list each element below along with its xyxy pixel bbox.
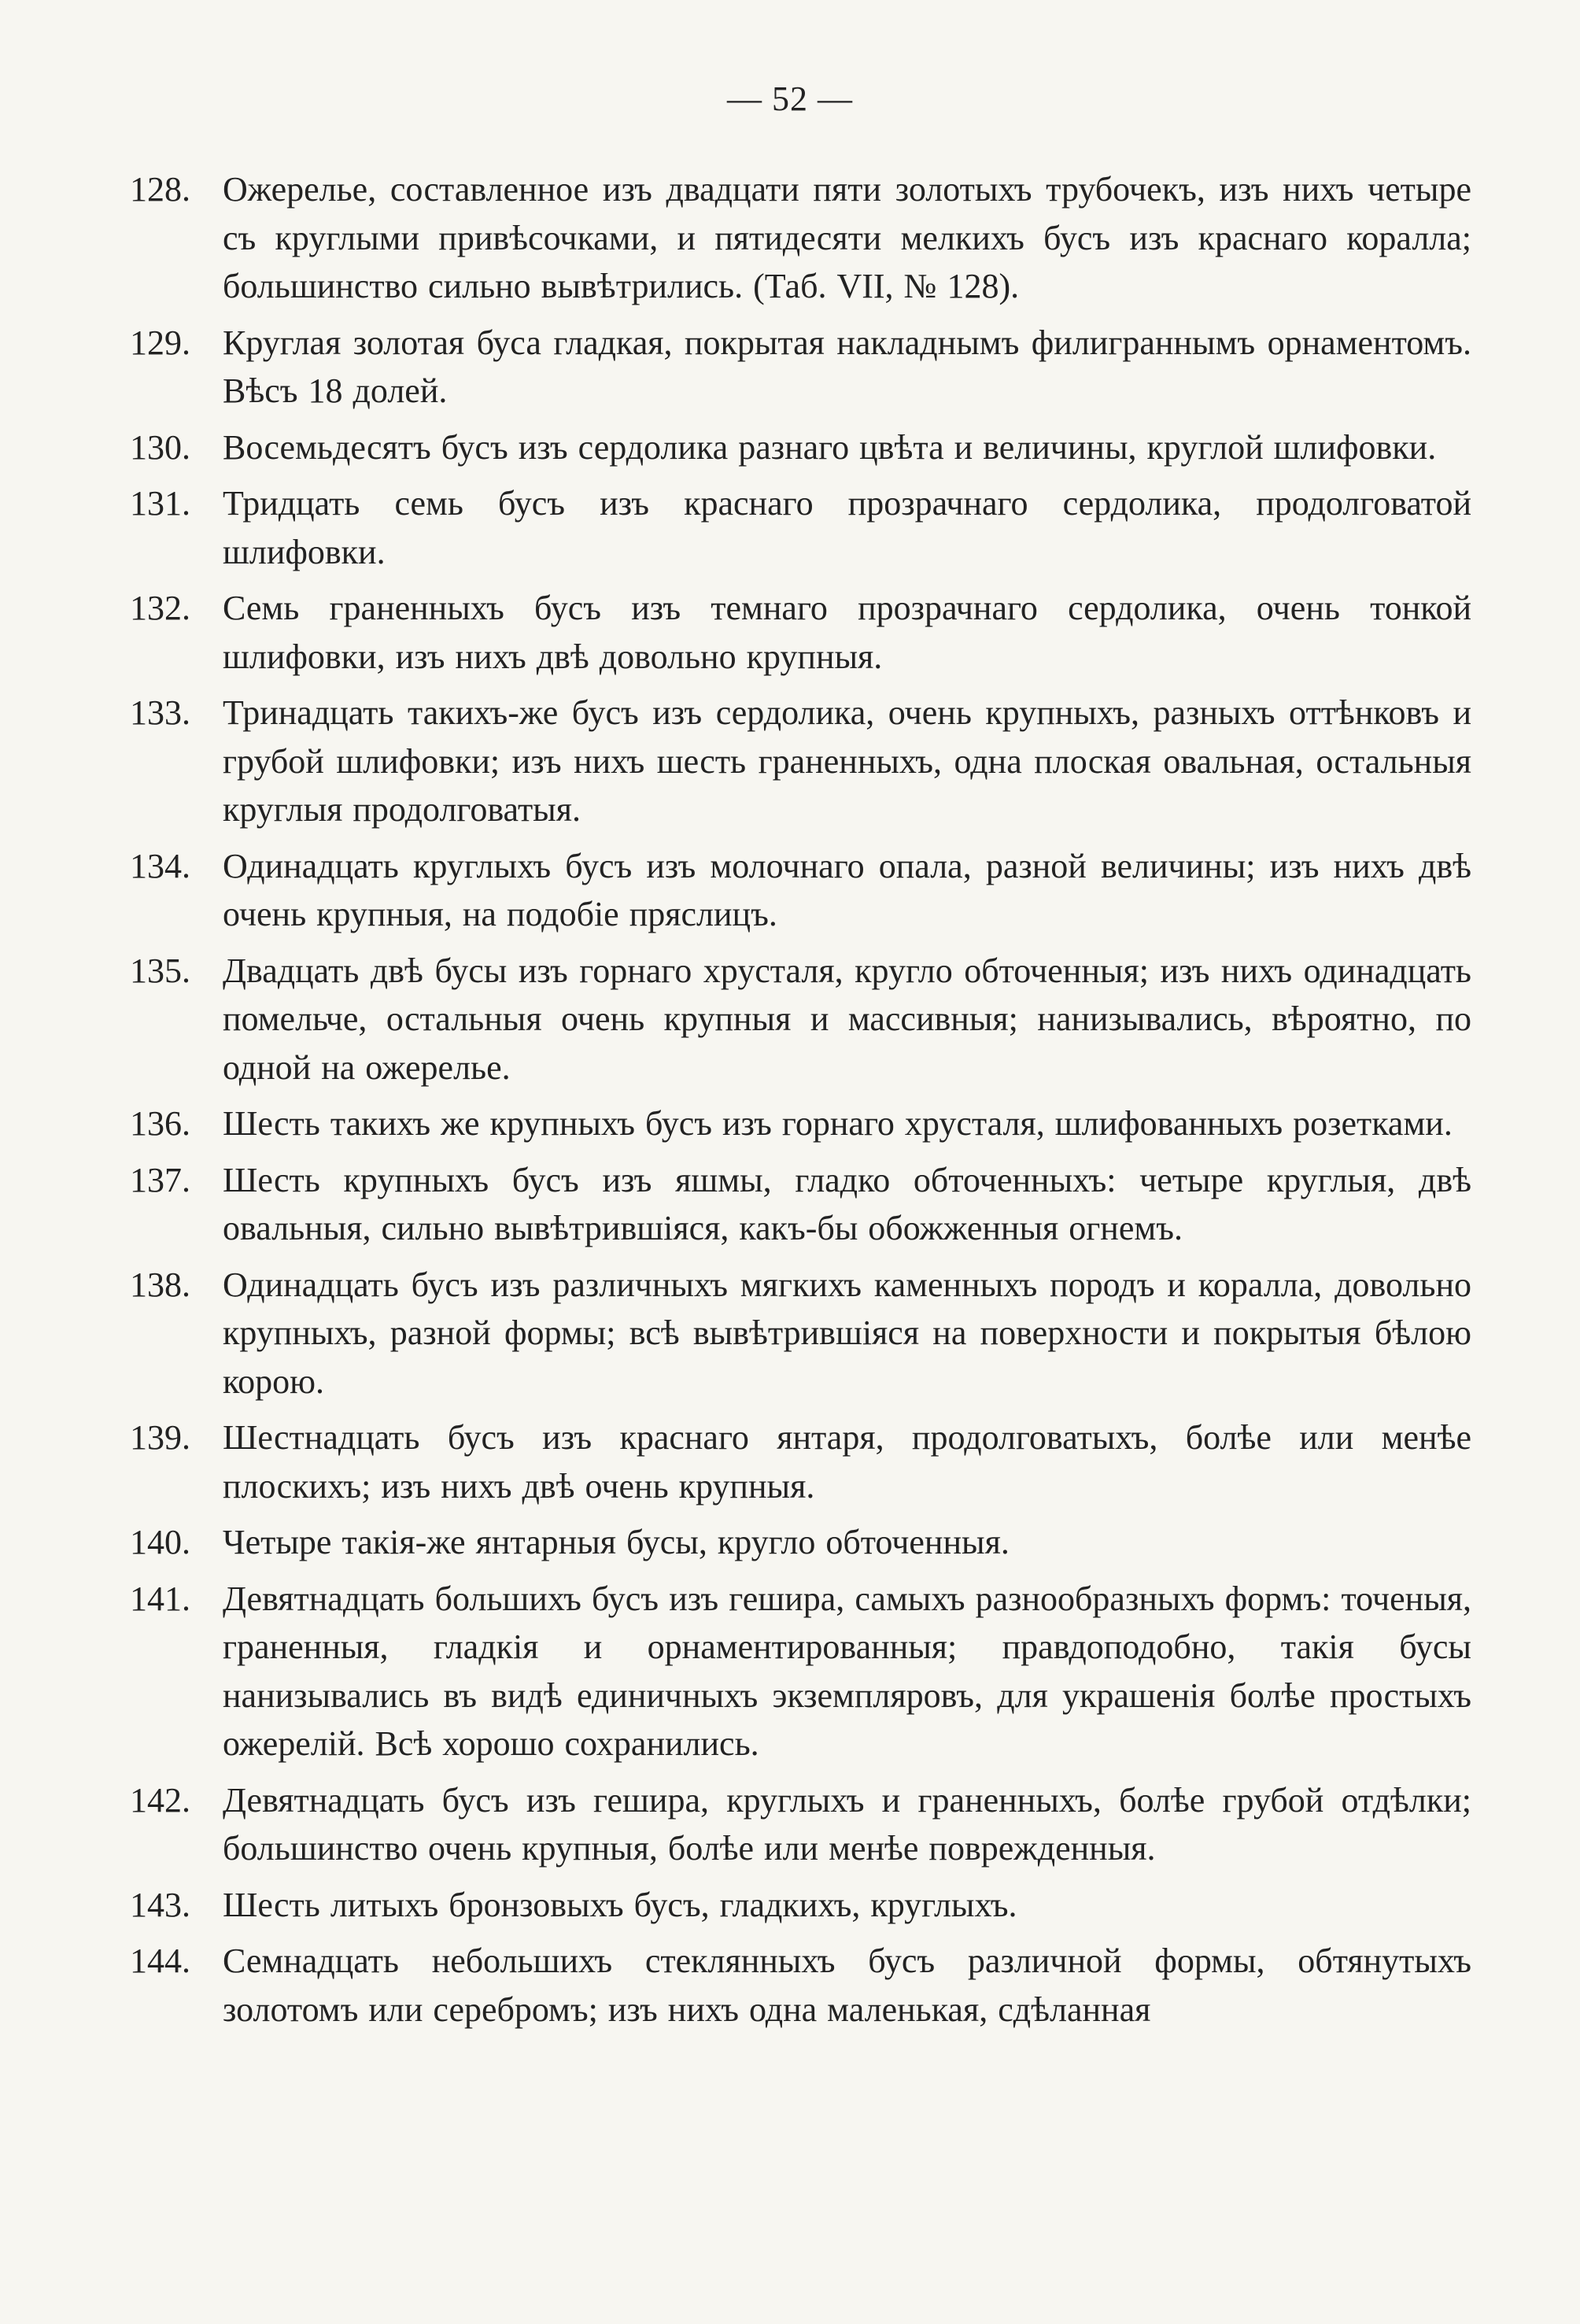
entry-138 — [130, 1261, 1471, 1406]
entry-text: Девятнадцать бусъ изъ гешира, круглыхъ и граненныхъ, болѣе грубой отдѣлки; большинство очень крупныя, болѣе или менѣе поврежденныя. — [223, 1780, 1471, 1868]
entry-134 — [130, 842, 1471, 939]
entry-text: Шесть литыхъ бронзовыхъ бусъ, гладкихъ, круглыхъ. — [223, 1885, 1017, 1924]
entry-number: 135. — [130, 951, 190, 990]
entry-143 — [130, 1881, 1471, 1930]
entry-text: Семь граненныхъ бусъ изъ темнаго прозрачнаго сердолика, очень тонкой шлифовки, изъ нихъ двѣ довольно крупныя. — [223, 589, 1471, 676]
entry-number: 140. — [130, 1523, 190, 1561]
entry-128 — [130, 165, 1471, 311]
entry-132 — [130, 584, 1471, 681]
entry-142 — [130, 1776, 1471, 1873]
entry-number: 128. — [130, 170, 190, 209]
entry-text: Ожерелье, составленное изъ двадцати пяти золотыхъ трубочекъ, изъ нихъ четыре съ круглыми привѣсочками, и пятидесяти мелкихъ бусъ изъ краснаго коралла; большинство сильно вывѣтрились. (Таб. VII, № 128). — [223, 170, 1471, 305]
entry-text: Тридцать семь бусъ изъ краснаго прозрачнаго сердолика, продолговатой шлифовки. — [223, 484, 1471, 571]
entry-136 — [130, 1099, 1471, 1148]
entry-141 — [130, 1575, 1471, 1768]
entry-text: Тринадцать такихъ-же бусъ изъ сердолика, очень крупныхъ, разныхъ оттѣнковъ и грубой шлифовки; изъ нихъ шесть граненныхъ, одна плоская овальная, остальныя круглыя продолговатыя. — [223, 693, 1471, 829]
entry-text: Одинадцать бусъ изъ различныхъ мягкихъ каменныхъ породъ и коралла, довольно крупныхъ, разной формы; всѣ вывѣтрившіяся на поверхности и покрытыя бѣлою корою. — [223, 1265, 1471, 1401]
entry-number: 129. — [130, 323, 190, 362]
entry-131 — [130, 479, 1471, 576]
entry-text: Шесть такихъ же крупныхъ бусъ изъ горнаго хрусталя, шлифованныхъ розетками. — [223, 1104, 1453, 1143]
entry-number: 143. — [130, 1885, 190, 1924]
entry-139 — [130, 1413, 1471, 1510]
entry-129 — [130, 319, 1471, 416]
entry-number: 141. — [130, 1579, 190, 1618]
entry-text: Шестнадцать бусъ изъ краснаго янтаря, продолговатыхъ, болѣе или менѣе плоскихъ; изъ нихъ двѣ очень крупныя. — [223, 1418, 1471, 1506]
entry-number: 139. — [130, 1418, 190, 1457]
entry-number: 132. — [130, 589, 190, 627]
entry-text: Одинадцать круглыхъ бусъ изъ молочнаго опала, разной величины; изъ нихъ двѣ очень крупныя, на подобіе пряслицъ. — [223, 846, 1471, 933]
entry-text: Двадцать двѣ бусы изъ горнаго хрусталя, кругло обточенныя; изъ нихъ одинадцать помельче, остальныя очень крупныя и массивныя; нанизывались, вѣроятно, по одной на ожерелье. — [223, 951, 1471, 1087]
entry-135 — [130, 947, 1471, 1092]
entry-number: 142. — [130, 1780, 190, 1820]
entry-text: Круглая золотая буса гладкая, покрытая накладнымъ филиграннымъ орнаментомъ. Вѣсъ 18 долей. — [223, 323, 1471, 410]
entry-144 — [130, 1937, 1471, 2034]
entry-list — [130, 165, 1471, 2041]
entry-number: 134. — [130, 846, 190, 885]
entry-number: 133. — [130, 693, 190, 732]
entry-text: Девятнадцать большихъ бусъ изъ гешира, самыхъ разнообразныхъ формъ: точеныя, граненныя, гладкія и орнаментированныя; правдоподобно, такія бусы нанизывались въ видѣ единичныхъ экземпляровъ, для украшенія болѣе простыхъ ожерелій. Всѣ хорошо сохранились. — [223, 1579, 1471, 1763]
entry-number: 144. — [130, 1942, 190, 1980]
entry-text: Семнадцать небольшихъ стеклянныхъ бусъ различной формы, обтянутыхъ золотомъ или серебромъ; изъ нихъ одна маленькая, сдѣланная — [223, 1942, 1471, 2029]
entry-text: Четыре такія-же янтарныя бусы, кругло обточенныя. — [223, 1523, 1010, 1561]
entry-number: 130. — [130, 427, 190, 467]
entry-number: 131. — [130, 484, 190, 523]
entry-number: 138. — [130, 1265, 190, 1304]
page-number: — 52 — — [727, 79, 853, 118]
entry-number: 136. — [130, 1104, 190, 1143]
entry-text: Восемьдесятъ бусъ изъ сердолика разнаго цвѣта и величины, круглой шлифовки. — [223, 427, 1437, 467]
entry-number: 137. — [130, 1160, 190, 1199]
entry-140 — [130, 1518, 1471, 1567]
entry-130 — [130, 423, 1471, 472]
entry-133 — [130, 689, 1471, 834]
entry-text: Шесть крупныхъ бусъ изъ яшмы, гладко обточенныхъ: четыре круглыя, двѣ овальныя, сильно вывѣтрившіяся, какъ-бы обожженныя огнемъ. — [223, 1160, 1471, 1247]
entry-137 — [130, 1156, 1471, 1253]
